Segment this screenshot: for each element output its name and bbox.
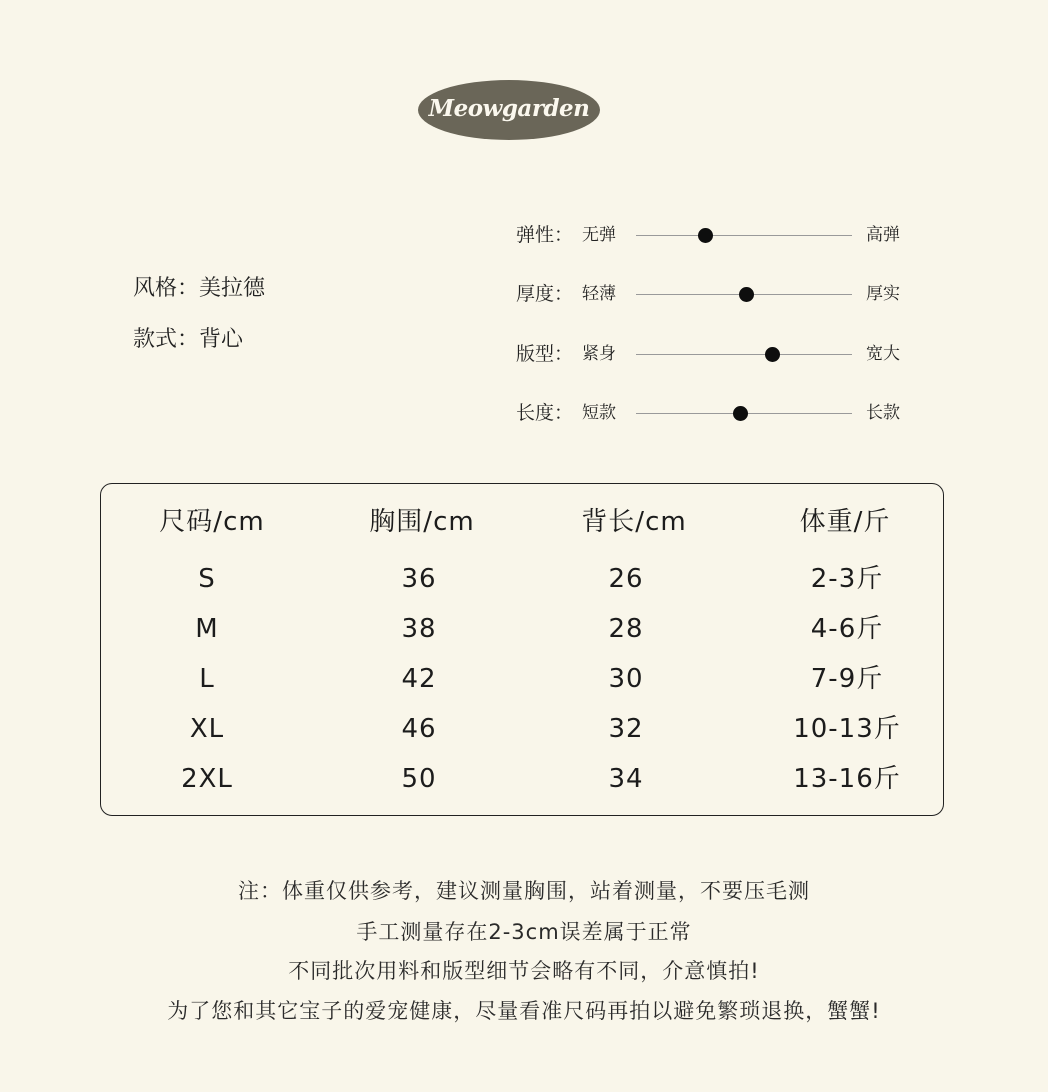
note-line-4: 为了您和其它宝子的爱宠健康，尽量看准尺码再拍以避免繁琐退换，蟹蟹!: [167, 999, 881, 1023]
elasticity-track: [636, 235, 852, 236]
table-cell-size: M: [195, 614, 219, 644]
table-cell-weight: 7-9斤: [810, 664, 884, 694]
elasticity-marker: [698, 228, 713, 243]
table-header-chest: 胸围/cm: [369, 507, 475, 537]
length-track: [636, 413, 852, 414]
table-cell-chest: 50: [401, 764, 437, 794]
table-cell-chest: 38: [401, 614, 437, 644]
table-cell-back-length: 34: [608, 764, 644, 794]
size-table: [100, 483, 944, 816]
table-cell-size: XL: [189, 714, 225, 744]
fit-max-label: 宽大: [866, 344, 900, 364]
thickness-marker: [739, 287, 754, 302]
fit-track: [636, 354, 852, 355]
note-line-3: 不同批次用料和版型细节会略有不同，介意慎拍!: [288, 959, 760, 983]
length-scale: [516, 398, 916, 428]
table-cell-size: 2XL: [181, 764, 233, 794]
table-cell-back-length: 30: [608, 664, 644, 694]
type-value: 背心: [199, 327, 244, 352]
elasticity-label: 弹性：: [516, 224, 574, 246]
table-cell-chest: 36: [401, 564, 437, 594]
table-header-back-length: 背长/cm: [581, 507, 687, 537]
fit-scale: [516, 339, 916, 369]
thickness-track: [636, 294, 852, 295]
table-cell-weight: 4-6斤: [810, 614, 884, 644]
table-header-size: 尺码/cm: [159, 507, 265, 537]
elasticity-scale: [516, 220, 916, 250]
table-cell-weight: 13-16斤: [793, 764, 901, 794]
table-cell-back-length: 26: [608, 564, 644, 594]
elasticity-min-label: 无弹: [582, 225, 616, 245]
fit-marker: [765, 347, 780, 362]
table-header-weight: 体重/斤: [799, 507, 891, 537]
style-value: 美拉德: [199, 276, 266, 301]
type-label: 款式：: [133, 327, 200, 352]
length-label: 长度：: [516, 402, 574, 424]
table-cell-weight: 10-13斤: [793, 714, 901, 744]
length-min-label: 短款: [582, 403, 616, 423]
type-info: [133, 327, 243, 353]
note-line-2: 手工测量存在2-3cm误差属于正常: [356, 920, 692, 944]
table-cell-weight: 2-3斤: [810, 564, 884, 594]
thickness-label: 厚度：: [516, 283, 574, 305]
thickness-min-label: 轻薄: [582, 284, 616, 304]
length-max-label: 长款: [866, 403, 900, 423]
brand-logo-text: Meowgarden: [428, 94, 590, 122]
table-cell-back-length: 28: [608, 614, 644, 644]
fit-min-label: 紧身: [582, 344, 616, 364]
table-cell-size: L: [199, 664, 215, 694]
elasticity-max-label: 高弹: [866, 225, 900, 245]
note-line-1: 注：体重仅供参考，建议测量胸围，站着测量，不要压毛测: [238, 879, 810, 903]
thickness-max-label: 厚实: [866, 284, 900, 304]
fit-label: 版型：: [516, 343, 574, 365]
style-info: [133, 276, 265, 302]
length-marker: [733, 406, 748, 421]
style-label: 风格：: [133, 276, 200, 301]
table-cell-chest: 42: [401, 664, 437, 694]
thickness-scale: [516, 279, 916, 309]
brand-logo: [418, 80, 600, 140]
table-cell-size: S: [198, 564, 216, 594]
table-cell-chest: 46: [401, 714, 437, 744]
table-cell-back-length: 32: [608, 714, 644, 744]
